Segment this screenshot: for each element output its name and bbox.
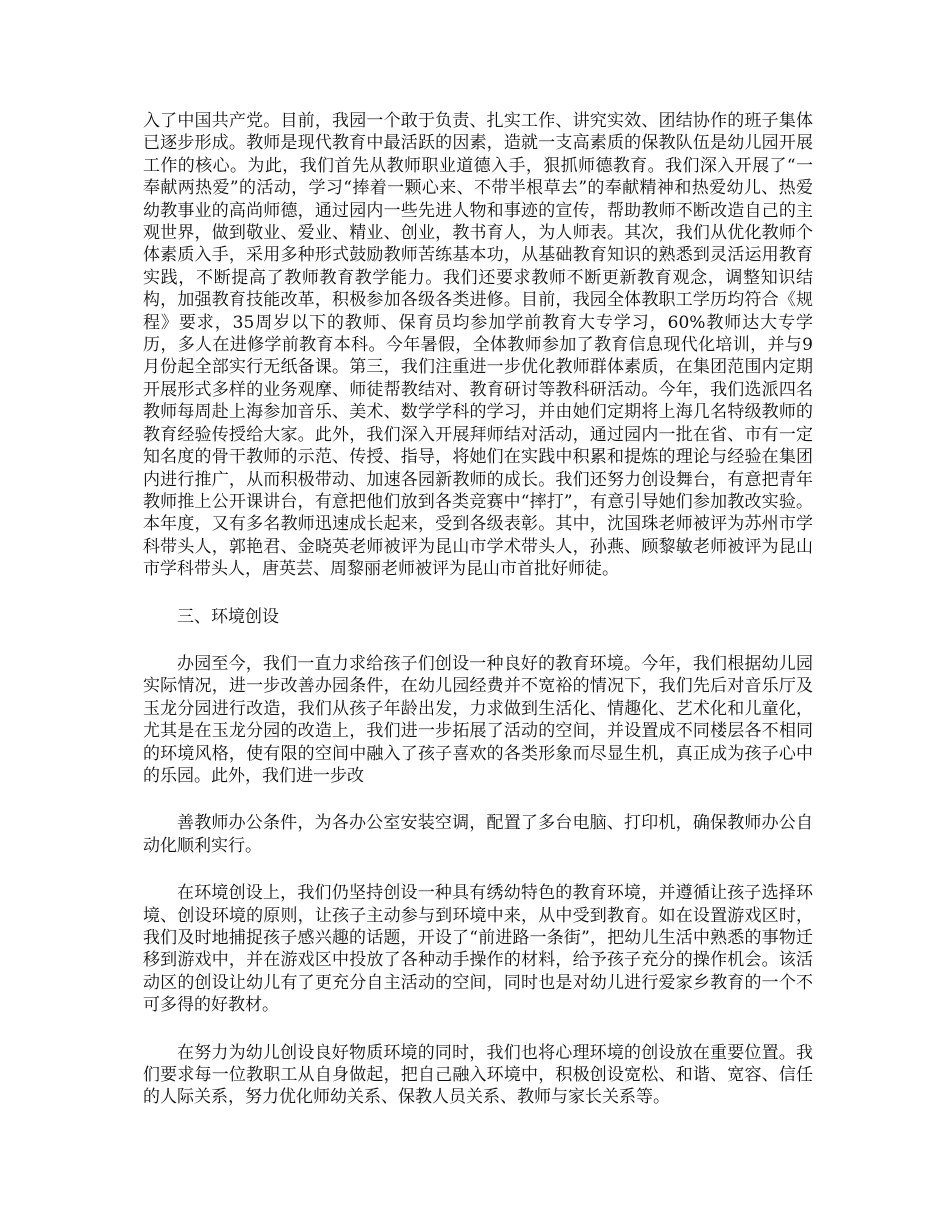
section-heading-environment: 三、环境创设 — [177, 606, 279, 627]
paragraph-environment-creation: 在环境创设上，我们仍坚持创设一种具有绣幼特色的教育环境，并遵循让孩子选择环境、创设环境的原则，让孩子主动参与到环境中来，从中受到教育。如在设置游戏区时，我们及时地捕捉孩子感兴趣的话题，开设了“前进路一条街”，把幼儿生活中熟悉的事物迁移到游戏中，并在游戏区中投放了各种动手操作的材料，给予孩子充分的操作机会。该活动区的创设让幼儿有了更充分自主活动的空间，同时也是对幼儿进行爱家乡教育的一个不可多得的好教材。 — [143, 883, 813, 1016]
document-page — [143, 110, 813, 1109]
paragraph-psychological-environment: 在努力为幼儿创设良好物质环境的同时，我们也将心理环境的创设放在重要位置。我们要求每一位教职工从自身做起，把自己融入环境中，积极创设宽松、和谐、宽容、信任的人际关系，努力优化师幼关系、保教人员关系、教师与家长关系等。 — [143, 1042, 813, 1108]
paragraph-environment-intro: 办园至今，我们一直力求给孩子们创设一种良好的教育环境。今年，我们根据幼儿园实际情况，进一步改善办园条件，在幼儿园经费并不宽裕的情况下，我们先后对音乐厅及玉龙分园进行改造，我们从孩子年龄出发，力求做到生活化、情趣化、艺术化和儿童化，尤其是在玉龙分园的改造上，我们进一步拓展了活动的空间，并设置成不同楼层各不相同的环境风格，使有限的空间中融入了孩子喜欢的各类形象而尽显生机，真正成为孩子心中的乐园。此外，我们进一步改 — [143, 653, 813, 786]
paragraph-teacher-development: 入了中国共产党。目前，我园一个敢于负责、扎实工作、讲究实效、团结协作的班子集体已逐步形成。教师是现代教育中最活跃的因素，造就一支高素质的保教队伍是幼儿园开展工作的核心。为此，我们首先从教师职业道德入手，狠抓师德教育。我们深入开展了“一奉献两热爱”的活动，学习“捧着一颗心来、不带半根草去”的奉献精神和热爱幼儿、热爱幼教事业的高尚师德，通过园内一些先进人物和事迹的宣传，帮助教师不断改造自己的主观世界，做到敬业、爱业、精业、创业，教书育人，为人师表。其次，我们从优化教师个体素质入手，采用多种形式鼓励教师苦练基本功，从基础教育知识的熟悉到灵活运用教育实践，不断提高了教师教育教学能力。我们还要求教师不断更新教育观念，调整知识结构，加强教育技能改革，积极参加各级各类进修。目前，我园全体教职工学历均符合《规程》要求，35周岁以下的教师、保育员均参加学前教育大专学习，60%教师达大专学历，多人在进修学前教育本科。今年暑假，全体教师参加了教育信息现代化培训，并与9月份起全部实行无纸备课。第三，我们注重进一步优化教师群体素质，在集团范围内定期开展形式多样的业务观摩、师徒帮教结对、教育研讨等教科研活动。今年，我们选派四名教师每周赴上海参加音乐、美术、数学学科的学习，并由她们定期将上海几名特级教师的教育经验传授给大家。此外，我们深入开展拜师结对活动，通过园内一批在省、市有一定知名度的骨干教师的示范、传授、指导，将她们在实践中积累和提炼的理论与经验在集团内进行推广，从而积极带动、加速各园新教师的成长。我们还努力创设舞台，有意把青年教师推上公开课讲台，有意把他们放到各类竞赛中“摔打”，有意引导她们参加教改实验。本年度，又有多名教师迅速成长起来，受到各级表彰。其中，沈国珠老师被评为苏州市学科带头人，郭艳君、金晓英老师被评为昆山市学术带头人，孙燕、顾黎敏老师被评为昆山市学科带头人，唐英芸、周黎丽老师被评为昆山市首批好师徒。 — [143, 111, 813, 580]
paragraph-office-conditions: 善教师办公条件，为各办公室安装空调，配置了多台电脑、打印机，确保教师办公自动化顺利实行。 — [143, 813, 813, 856]
